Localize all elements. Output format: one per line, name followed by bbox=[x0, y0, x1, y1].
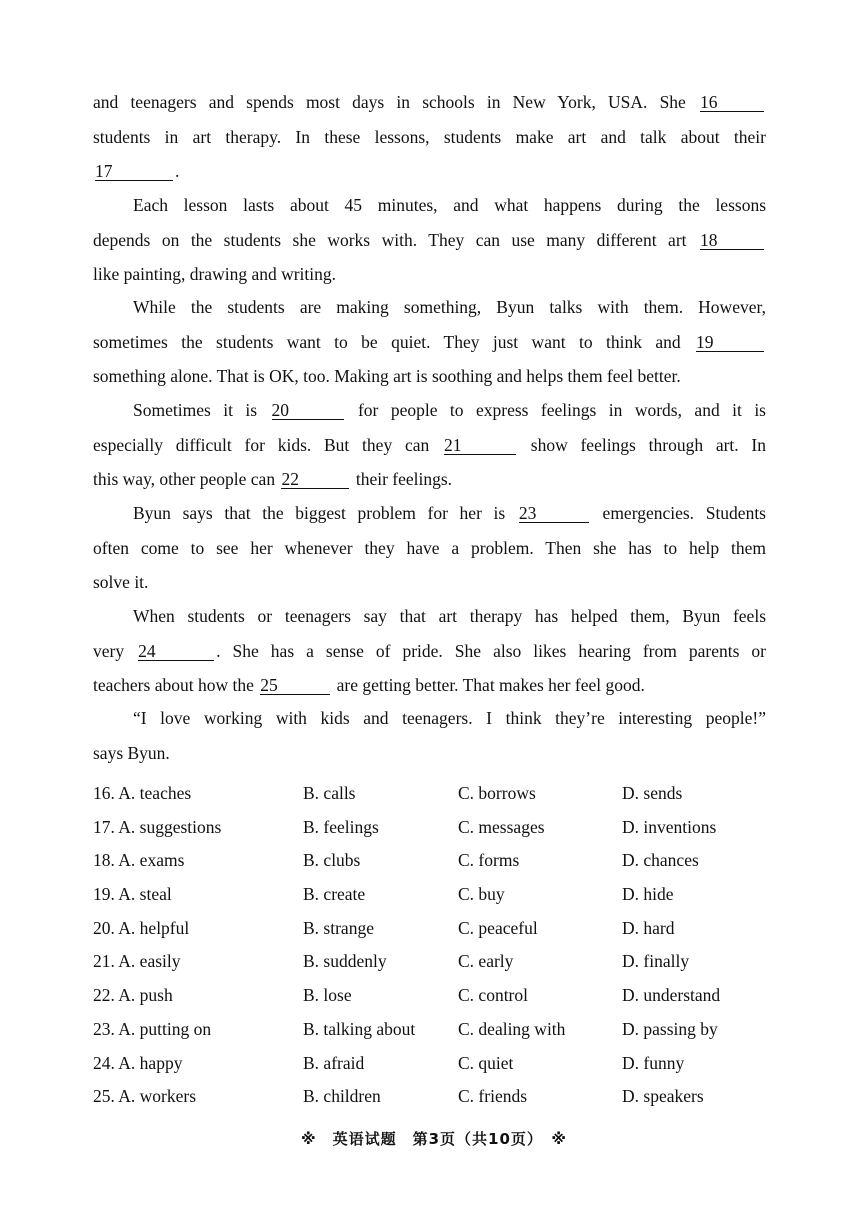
option-a: 17. A. suggestions bbox=[93, 816, 222, 837]
option-b: B. afraid bbox=[303, 1052, 365, 1073]
option-a: 18. A. exams bbox=[93, 850, 185, 871]
blank-24: 24 bbox=[138, 642, 214, 661]
passage-paragraph-2 bbox=[93, 188, 766, 292]
option-d: D. hard bbox=[622, 917, 675, 938]
passage-line: students in art therapy. In these lessons, students make art and talk about their bbox=[93, 126, 766, 147]
passage-line bbox=[93, 154, 766, 189]
page-footer: ※ 英语试题 第3页（共10页） ※ bbox=[301, 1130, 567, 1148]
option-d: D. hide bbox=[622, 884, 674, 905]
blank-20: 20 bbox=[272, 401, 344, 420]
passage-paragraph-7 bbox=[93, 701, 766, 770]
option-a: 22. A. push bbox=[93, 985, 173, 1006]
option-b: B. strange bbox=[303, 917, 374, 938]
option-c: C. quiet bbox=[458, 1052, 514, 1073]
question-row bbox=[93, 918, 783, 952]
option-d: D. passing by bbox=[622, 1018, 718, 1039]
passage-line bbox=[93, 393, 766, 428]
option-b: B. children bbox=[303, 1086, 381, 1107]
option-b: B. calls bbox=[303, 783, 356, 803]
passage-text: their feelings. bbox=[355, 469, 453, 489]
option-d: D. understand bbox=[622, 985, 721, 1006]
option-b: B. clubs bbox=[303, 850, 361, 871]
option-c: C. forms bbox=[458, 850, 520, 871]
passage-line: says Byun. bbox=[93, 742, 170, 763]
blank-19: 19 bbox=[696, 333, 764, 352]
question-row bbox=[93, 985, 783, 1019]
option-b: B. suddenly bbox=[303, 951, 387, 972]
option-a: 24. A. happy bbox=[93, 1052, 183, 1073]
question-row bbox=[93, 1053, 783, 1087]
option-c: C. messages bbox=[458, 816, 545, 837]
option-d: D. speakers bbox=[622, 1086, 704, 1107]
blank-16: 16 bbox=[700, 93, 764, 112]
option-c: C. dealing with bbox=[458, 1018, 566, 1039]
option-c: C. control bbox=[458, 985, 528, 1006]
option-b: B. feelings bbox=[303, 816, 379, 837]
blank-18: 18 bbox=[700, 231, 764, 250]
option-c: C. peaceful bbox=[458, 917, 538, 938]
blank-25: 25 bbox=[260, 676, 330, 695]
option-c: C. early bbox=[458, 951, 514, 972]
passage-paragraph-1 bbox=[93, 85, 766, 189]
option-a: 21. A. easily bbox=[93, 951, 181, 972]
option-c: C. friends bbox=[458, 1086, 528, 1107]
option-d: D. finally bbox=[622, 951, 690, 972]
option-b: B. lose bbox=[303, 985, 352, 1006]
passage-text: very bbox=[93, 640, 125, 661]
question-row bbox=[93, 884, 783, 918]
passage-line: “I love working with kids and teenagers. I think they’re interesting people!” bbox=[133, 708, 766, 728]
passage-text: this way, other people can bbox=[93, 469, 276, 489]
passage-text: for people to express feelings in words, and it is bbox=[357, 400, 766, 420]
passage-line: something alone. That is OK, too. Making art is soothing and helps them feel better. bbox=[93, 366, 681, 386]
option-a: 19. A. steal bbox=[93, 884, 172, 905]
option-d: D. sends bbox=[622, 783, 683, 803]
option-c: C. borrows bbox=[458, 783, 536, 803]
passage-paragraph-3 bbox=[93, 290, 766, 394]
passage-text: are getting better. That makes her feel good. bbox=[336, 675, 645, 695]
passage-text: depends on the students she works with. They can use many different art bbox=[93, 229, 687, 250]
passage-line: While the students are making something, Byun talks with them. However, bbox=[133, 297, 766, 317]
blank-22: 22 bbox=[281, 470, 349, 489]
passage-line: often come to see her whenever they have a problem. Then she has to help them bbox=[93, 537, 766, 558]
blank-23: 23 bbox=[519, 504, 589, 523]
passage-line bbox=[93, 428, 766, 463]
option-d: D. inventions bbox=[622, 816, 717, 837]
passage-line bbox=[93, 496, 766, 531]
option-b: B. talking about bbox=[303, 1018, 416, 1039]
question-row bbox=[93, 951, 783, 985]
question-row bbox=[93, 817, 783, 851]
option-a: 25. A. workers bbox=[93, 1086, 197, 1107]
question-row bbox=[93, 1019, 783, 1053]
passage-line: When students or teenagers say that art therapy has helped them, Byun feels bbox=[133, 606, 766, 626]
option-a: 16. A. teaches bbox=[93, 783, 192, 803]
option-c: C. buy bbox=[458, 884, 505, 905]
passage-text: especially difficult for kids. But they can bbox=[93, 434, 430, 455]
question-row bbox=[93, 850, 783, 884]
passage-line: solve it. bbox=[93, 572, 149, 592]
question-row bbox=[93, 783, 783, 817]
question-row bbox=[93, 1086, 783, 1120]
passage-text: teachers about how the bbox=[93, 675, 254, 695]
passage-line bbox=[93, 634, 766, 669]
passage-line bbox=[93, 223, 766, 258]
passage-paragraph-5 bbox=[93, 496, 766, 600]
option-a: 20. A. helpful bbox=[93, 917, 190, 938]
passage-text: Byun says that the biggest problem for her is bbox=[133, 503, 506, 523]
passage-text: and teenagers and spends most days in schools in New York, USA. She bbox=[93, 92, 686, 112]
passage-line bbox=[93, 668, 766, 703]
passage-text: sometimes the students want to be quiet. They just want to think and bbox=[93, 331, 681, 352]
answer-options bbox=[93, 783, 783, 1120]
blank-21: 21 bbox=[444, 436, 516, 455]
passage-paragraph-6 bbox=[93, 599, 766, 703]
passage-line: Each lesson lasts about 45 minutes, and what happens during the lessons bbox=[133, 195, 766, 215]
option-b: B. create bbox=[303, 884, 366, 905]
option-d: D. funny bbox=[622, 1052, 685, 1073]
blank-17: 17 bbox=[95, 162, 173, 181]
passage-paragraph-4 bbox=[93, 393, 766, 497]
passage-text: . bbox=[175, 161, 180, 181]
passage-text: show feelings through art. In bbox=[530, 434, 767, 455]
passage-line bbox=[93, 462, 766, 497]
passage-line bbox=[93, 85, 766, 120]
option-d: D. chances bbox=[622, 850, 699, 871]
passage-text: emergencies. Students bbox=[602, 503, 766, 523]
passage-text: Sometimes it is bbox=[133, 400, 258, 420]
option-a: 23. A. putting on bbox=[93, 1018, 212, 1039]
passage-line bbox=[93, 325, 766, 360]
passage-text: . She has a sense of pride. She also likes hearing from parents or bbox=[216, 640, 767, 661]
passage-line: like painting, drawing and writing. bbox=[93, 264, 337, 284]
